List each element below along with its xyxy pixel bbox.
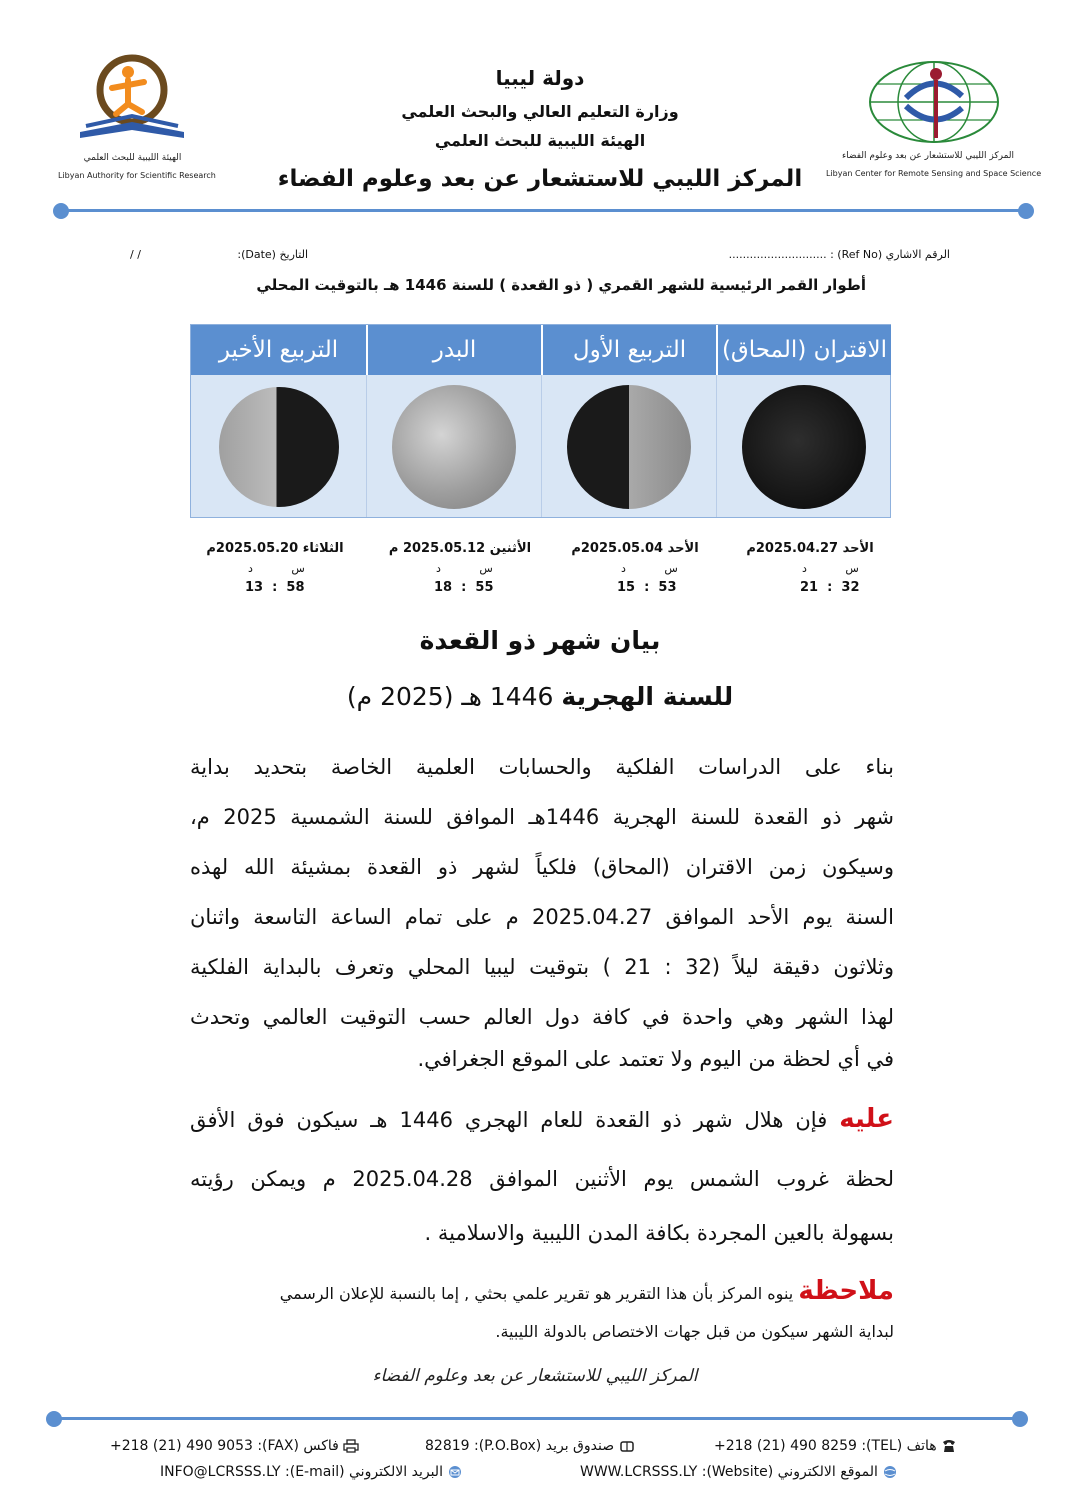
header-ministry: وزارة التعليم العالي والبحث العلمي	[401, 102, 679, 121]
body-line: السنة يوم الأحد الموافق 2025.04.27 م على تمام الساعة التاسعة واثنان	[190, 905, 895, 929]
body-line: بناء على الدراسات الفلكية والحسابات العلمية الخاصة بتحديد بداية	[190, 755, 894, 779]
phase-time: 15 : 53	[617, 580, 677, 595]
phase-cell	[716, 375, 891, 517]
phase-header: الاقتران (المحاق)	[716, 325, 891, 375]
header-rule-dot-left	[53, 203, 69, 219]
phase-cell	[541, 375, 716, 517]
phase-date: الأثنين 2025.05.12 م	[388, 541, 532, 556]
signature: المركز الليبي للاستشعار عن بعد وعلوم الفضاء	[372, 1366, 698, 1386]
footer-pobox: 82819 :(P.O.Box) صندوق بريد	[425, 1438, 635, 1454]
date-label: التاريخ (Date):	[237, 248, 308, 261]
phases-subtitle: أطوار القمر الرئيسية للشهر القمري ( ذو القعدة ) للسنة 1446 هـ بالتوقيت المحلي	[256, 276, 866, 294]
note-label: ملاحظة	[798, 1276, 894, 1306]
phase-time-labels: س د	[621, 562, 678, 575]
body-line: عليه فإن هلال شهر ذو القعدة للعام الهجري 1446 هـ سيكون فوق الأفق	[190, 1104, 894, 1134]
phase-time-labels: س د	[802, 562, 859, 575]
authority-logo-caption-en: Libyan Authority for Scientific Research	[58, 171, 216, 180]
footer-website: WWW.LCRSSS.LY :(Website) الموقع الالكتروني	[580, 1464, 898, 1480]
alayhi-label: عليه	[839, 1104, 894, 1134]
date-slashes: / /	[130, 248, 141, 261]
phase-time-labels: س د	[248, 562, 305, 575]
note-line-1: ينوه المركز بأن هذا التقرير هو تقرير علمي بحثي , إما بالنسبة للإعلان الرسمي	[279, 1284, 794, 1303]
header-center: المركز الليبي للاستشعار عن بعد وعلوم الفضاء	[277, 166, 803, 192]
header-rule-dot-right	[1018, 203, 1034, 219]
phase-date: الثلاثاء 2025.05.20م	[206, 541, 344, 556]
phase-time: 21 : 32	[800, 580, 860, 595]
new-moon-image	[742, 385, 866, 509]
fax-icon	[343, 1439, 359, 1453]
center-logo-caption-en: Libyan Center for Remote Sensing and Space Science	[826, 169, 1042, 178]
phone-icon	[941, 1439, 957, 1453]
phase-cell	[191, 375, 366, 517]
note	[190, 1276, 894, 1306]
phases-table	[190, 324, 891, 518]
last-quarter-moon-image	[219, 387, 339, 507]
authority-logo	[72, 52, 192, 152]
phase-time-labels: س د	[436, 562, 493, 575]
footer-rule-dot-right	[1012, 1411, 1028, 1427]
full-moon-image	[392, 385, 516, 509]
header-state: دولة ليبيا	[495, 66, 585, 90]
footer-tel: +218 (21) 490 8259 :(TEL) هاتف	[714, 1438, 957, 1454]
email-icon	[447, 1465, 463, 1479]
footer-fax: +218 (21) 490 9053 :(FAX) فاكس	[110, 1438, 359, 1454]
phase-header: البدر	[366, 325, 541, 375]
body-line: بسهولة بالعين المجردة بكافة المدن الليبية والاسلامية .	[424, 1221, 894, 1245]
first-quarter-moon-image	[567, 385, 691, 509]
phase-date: الأحد 2025.05.04م	[571, 541, 699, 556]
globe-icon	[882, 1465, 898, 1479]
footer-rule	[54, 1417, 1020, 1420]
phase-time: 13 : 58	[245, 580, 305, 595]
body-line: لهذا الشهر وهي واحدة في كافة دول العالم حسب التوقيت العالمي وتحدث	[190, 1005, 894, 1029]
body-paragraph-2	[190, 1096, 894, 1260]
phase-header: التربيع الأول	[541, 325, 716, 375]
note-line-2: لبداية الشهر سيكون من قبل جهات الاختصاص بالدولة الليبية.	[495, 1322, 894, 1341]
body-line: في أي لحظة من اليوم ولا تعتمد على الموقع الجغرافي.	[417, 1047, 894, 1071]
statement-title: بيان شهر ذو القعدة	[419, 626, 661, 655]
phase-header: التربيع الأخير	[191, 325, 366, 375]
statement-subtitle: للسنة الهجرية 1446 هـ (2025 م)	[346, 682, 734, 711]
body-line: وسيكون زمن الاقتران (المحاق) فلكياً لشهر ذو القعدة بمشيئة الله لهذه	[190, 855, 894, 879]
body-line: لحظة غروب الشمس يوم الأثنين الموافق 2025.04.28 م ويمكن رؤيته	[190, 1167, 894, 1191]
body-line: وثلاثون دقيقة ليلاً (32 : 21 ) بتوقيت ليبيا المحلي وتعرف بالبداية الفلكية	[190, 955, 894, 979]
body-paragraph-1	[190, 744, 894, 1086]
footer-email: INFO@LCRSSS.LY :(E-mail) البريد الالكتروني	[160, 1464, 463, 1480]
header-authority: الهيئة الليبية للبحث العلمي	[434, 131, 646, 150]
authority-logo-caption-ar: الهيئة الليبية للبحث العلمي	[83, 153, 182, 163]
center-logo	[866, 58, 1002, 148]
body-line: شهر ذو القعدة للسنة الهجرية 1446هـ الموافق للسنة الشمسية 2025 م،	[190, 805, 894, 829]
center-logo-caption-ar: المركز الليبي للاستشعار عن بعد وعلوم الفضاء	[841, 151, 1015, 161]
ref-number: الرقم الاشاري (Ref No) : ............................	[728, 248, 950, 261]
phase-time: 18 : 55	[434, 580, 494, 595]
mailbox-icon	[619, 1439, 635, 1453]
phase-date: الأحد 2025.04.27م	[746, 541, 874, 556]
header-rule	[60, 209, 1026, 212]
footer-rule-dot-left	[46, 1411, 62, 1427]
phase-cell	[366, 375, 541, 517]
